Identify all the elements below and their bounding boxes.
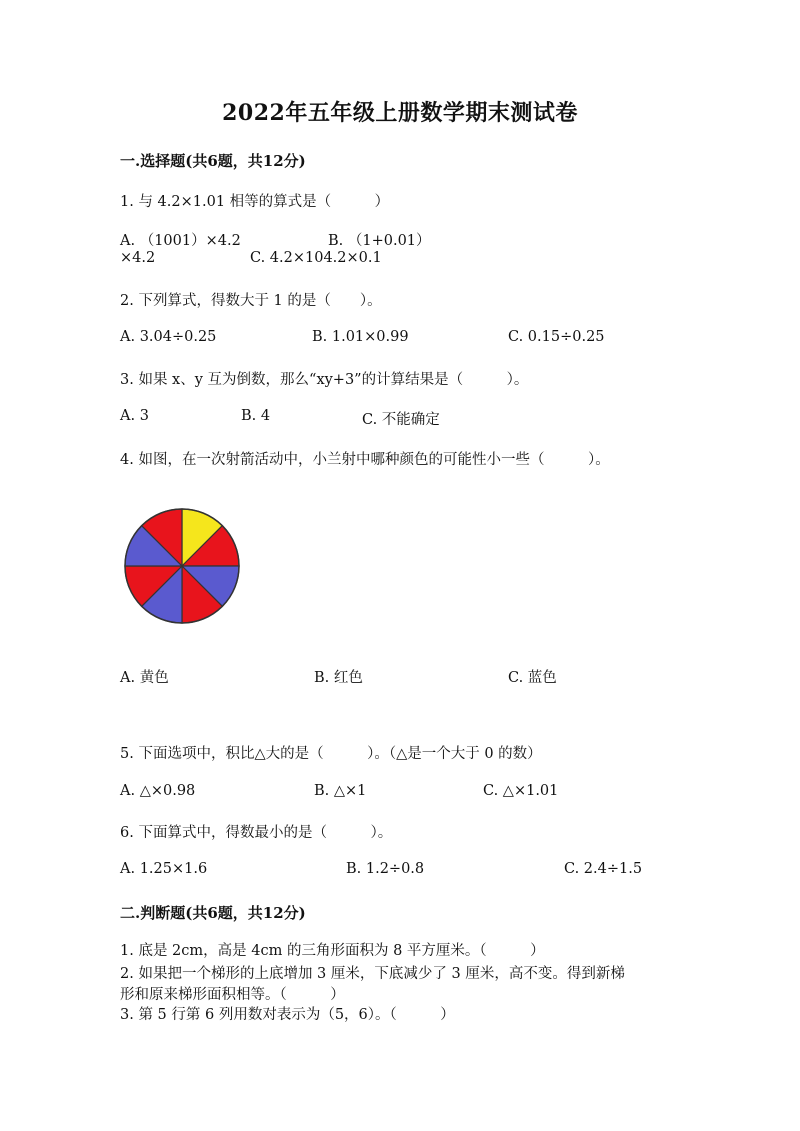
question-6: 6. 下面算式中，得数最小的是（ ）。 — [120, 825, 393, 841]
q5-option-a: A. △×0.98 — [120, 783, 196, 799]
judgement-2: 2. 如果把一个梯形的上底增加 3 厘米，下底减少了 3 厘米，高不变。得到新梯 — [120, 966, 625, 982]
question-4: 4. 如图，在一次射箭活动中，小兰射中哪种颜色的可能性小一些（ ）。 — [120, 452, 610, 468]
q2-option-c: C. 0.15÷0.25 — [508, 329, 605, 345]
q1-option-c: C. 4.2×104.2×0.1 — [250, 250, 382, 266]
judgement-1: 1. 底是 2cm，高是 4cm 的三角形面积为 8 平方厘米。（ ） — [120, 943, 545, 959]
q2-option-b: B. 1.01×0.99 — [312, 329, 409, 345]
section-heading-judgement: 二.判断题(共6题，共12分) — [120, 904, 306, 922]
q3-option-c: C. 不能确定 — [362, 412, 440, 428]
judgement-3: 3. 第 5 行第 6 列用数对表示为（5，6）。（ ） — [120, 1007, 455, 1023]
question-3: 3. 如果 x、y 互为倒数，那么“xy+3”的计算结果是（ ）。 — [120, 372, 529, 388]
q6-option-c: C. 2.4÷1.5 — [564, 861, 643, 877]
q4-option-b: B. 红色 — [314, 670, 363, 686]
q3-option-b: B. 4 — [241, 408, 271, 424]
question-1: 1. 与 4.2×1.01 相等的算式是（ ） — [120, 194, 390, 210]
q6-option-a: A. 1.25×1.6 — [120, 861, 208, 877]
question-5: 5. 下面选项中，积比△大的是（ ）。（△是一个大于 0 的数） — [120, 746, 542, 762]
q5-option-c: C. △×1.01 — [483, 783, 559, 799]
q1-option-a: A. （1001）×4.2 — [120, 233, 241, 249]
question-2: 2. 下列算式，得数大于 1 的是（ ）。 — [120, 293, 382, 309]
page-title: 2022年五年级上册数学期末测试卷 — [222, 100, 578, 126]
q2-option-a: A. 3.04÷0.25 — [120, 329, 217, 345]
target-wheel-figure — [122, 505, 242, 625]
q1-option-b: B. （1+0.01） — [328, 233, 431, 249]
q3-option-a: A. 3 — [120, 408, 149, 424]
q4-option-c: C. 蓝色 — [508, 670, 557, 686]
q4-option-a: A. 黄色 — [120, 670, 169, 686]
q6-option-b: B. 1.2÷0.8 — [346, 861, 425, 877]
judgement-2-continued: 形和原来梯形面积相等。（ ） — [120, 987, 345, 1003]
q1-option-b-continued: ×4.2 — [120, 250, 156, 266]
section-heading-choice: 一.选择题(共6题，共12分) — [120, 152, 306, 170]
q5-option-b: B. △×1 — [314, 783, 367, 799]
